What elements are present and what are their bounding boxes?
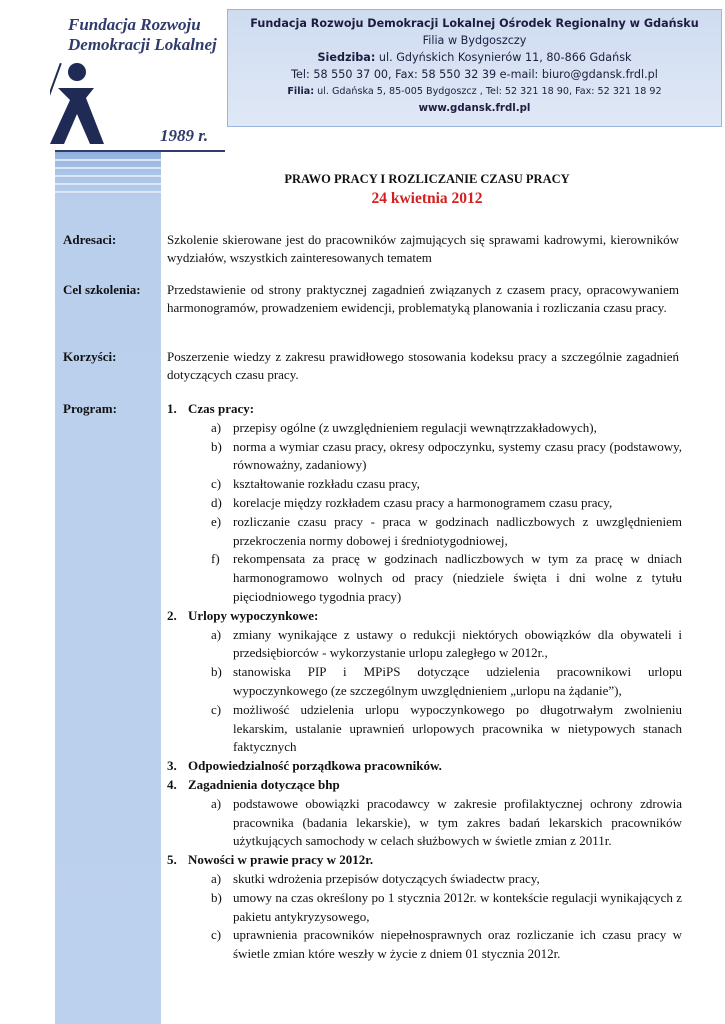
- header-org: Fundacja Rozwoju Demokracji Lokalnej Ośrodek Regionalny w Gdańsku: [250, 17, 699, 30]
- section-title: Czas pracy:: [188, 401, 255, 416]
- item-letter: a): [211, 870, 222, 886]
- cel-text: Przedstawienie od strony praktycznej zagadnień związanych z czasem pracy, opracowywaniem harmonogramów, prowadzeniem ewidencji, problematyką planowania i rozliczania czasu pracy.: [167, 282, 679, 315]
- program-item: [211, 870, 682, 889]
- program-item: [211, 550, 682, 606]
- item-letter: d): [211, 494, 222, 510]
- header-filia-label: Filia:: [287, 86, 315, 97]
- foundation-logo-icon: [50, 58, 110, 150]
- item-text: stanowiska PIP i MPiPS dotyczące udzielenia pracownikowi urlopu wypoczynkowego (ze szczególnym uwzględnieniem „urlopu na żądanie”),: [233, 664, 682, 698]
- korzysci-text: Poszerzenie wiedzy z zakresu prawidłowego stosowania kodeksu pracy a szczególnie zagadnień dotyczących czasu pracy.: [167, 349, 679, 382]
- section-number: 1.: [167, 401, 177, 416]
- item-letter: a): [211, 626, 222, 642]
- header-filia: [228, 83, 721, 100]
- item-letter: f): [211, 551, 220, 567]
- item-text: możliwość udzielenia urlopu wypoczynkowego po długotrwałym zwolnieniu lekarskim, ustalanie uprawnień urlopowych pracownika w nietypowych stanach faktycznych: [233, 701, 682, 755]
- item-text: rekompensata za pracę w godzinach nadliczbowych w tym za pracę w dniach harmonogramowo wolnych od pracy (niedziele święta i dni wolne z tytułu pięciodniowego tygodnia pracy): [233, 551, 682, 604]
- program-item: [211, 663, 682, 701]
- item-text: przepisy ogólne (z uwzględnieniem regulacji wewnątrzzakładowych),: [233, 419, 597, 435]
- document-date: 24 kwietnia 2012: [371, 190, 483, 207]
- item-text: rozliczanie czasu pracy - praca w godzinach nadliczbowych z uwzględnieniem przekroczenia normy dobowej i średniotygodniowej,: [233, 513, 682, 548]
- program-item: [211, 438, 682, 476]
- item-text: skutki wdrożenia przepisów dotyczących świadectw pracy,: [233, 870, 540, 886]
- item-letter: a): [211, 795, 222, 811]
- program-item: [211, 626, 682, 664]
- logo-divider: [55, 150, 225, 152]
- korzysci-label: Korzyści:: [63, 349, 117, 364]
- item-text: korelacje między rozkładem czasu pracy a harmonogramem czasu pracy,: [233, 494, 613, 510]
- section-title: Nowości w prawie pracy w 2012r.: [188, 852, 374, 868]
- header-contact: Tel: 58 550 37 00, Fax: 58 550 32 39 e-mail: biuro@gdansk.frdl.pl: [291, 68, 658, 81]
- logo-name: [68, 15, 228, 55]
- section-title: Odpowiedzialność porządkowa pracowników.: [188, 758, 442, 774]
- logo-name-line1: Fundacja Rozwoju: [68, 15, 201, 34]
- item-letter: b): [211, 664, 222, 680]
- item-letter: a): [211, 419, 222, 435]
- program-section: [167, 851, 682, 870]
- cel-label: Cel szkolenia:: [63, 282, 141, 297]
- program-section: [167, 776, 682, 795]
- section-number: 2.: [167, 607, 177, 623]
- item-letter: c): [211, 476, 222, 492]
- header-seat: [228, 49, 721, 66]
- program-item: [211, 926, 682, 964]
- section-title: Zagadnienia dotyczące bhp: [188, 776, 340, 792]
- program-item: [211, 494, 682, 513]
- item-letter: b): [211, 438, 222, 454]
- header-website-link[interactable]: www.gdansk.frdl.pl: [418, 103, 531, 114]
- document-title: PRAWO PRACY I ROZLICZANIE CZASU PRACY: [284, 172, 570, 186]
- item-letter: e): [211, 513, 222, 529]
- program-label: Program:: [63, 401, 117, 416]
- item-text: zmiany wynikające z ustawy o redukcji niektórych obowiązków dla obywateli i przedsiębiorców - wykorzystanie urlopu zaległego w 2012r.,: [233, 626, 682, 661]
- item-text: podstawowe obowiązki pracodawcy w zakresie profilaktycznej ochrony zdrowia pracownika (badania lekarskie), w tym zakres badań lekarskich pracowników użytkujących samochody w celach służbowych w świetle zmian z 2011r.: [233, 795, 682, 849]
- item-text: uprawnienia pracowników niepełnosprawnych oraz rozliczanie ich czasu pracy w świetle zmian które weszły w życie z dniem 01 stycznia 2012r.: [233, 927, 682, 962]
- item-text: norma a wymiar czasu pracy, okresy odpoczynku, systemy czasu pracy (podstawowy, równoważny, zadaniowy): [233, 438, 682, 473]
- item-text: umowy na czas określony po 1 stycznia 2012r. w kontekście regulacji wynikających z pakietu antykryzysowego,: [233, 889, 682, 924]
- program-item: [211, 701, 682, 757]
- program-item: [211, 419, 682, 438]
- program-item: [211, 513, 682, 551]
- section-title: Urlopy wypoczynkowe:: [188, 607, 319, 623]
- program-item: [211, 795, 682, 851]
- section-number: 3.: [167, 758, 177, 774]
- section-number: 4.: [167, 776, 177, 792]
- program-section: [167, 607, 682, 626]
- item-text: kształtowanie rozkładu czasu pracy,: [233, 476, 420, 492]
- program-item: [211, 475, 682, 494]
- logo-name-line2: Demokracji Lokalnej: [68, 35, 217, 54]
- item-letter: b): [211, 889, 222, 905]
- adresaci-label: Adresaci:: [63, 232, 117, 247]
- header-seat-label: Siedziba:: [317, 51, 376, 64]
- item-letter: c): [211, 701, 222, 717]
- item-letter: c): [211, 927, 222, 943]
- program-section: [167, 400, 682, 419]
- adresaci-text: Szkolenie skierowane jest do pracowników zajmujących się sprawami kadrowymi, kierowników wydziałów, wszystkich zainteresowanych tematem: [167, 232, 679, 265]
- section-number: 5.: [167, 852, 177, 868]
- program-item: [211, 889, 682, 927]
- program-list: [167, 400, 682, 964]
- header-seat-value: ul. Gdyńskich Kosynierów 11, 80-866 Gdańsk: [375, 51, 632, 64]
- header-filia-value: ul. Gdańska 5, 85-005 Bydgoszcz , Tel: 52 321 18 90, Fax: 52 321 18 92: [314, 86, 662, 97]
- logo-year: 1989 r.: [160, 126, 209, 145]
- program-section: [167, 757, 682, 776]
- header-branch: Filia w Bydgoszczy: [422, 34, 527, 47]
- header-contact-box: [227, 9, 722, 127]
